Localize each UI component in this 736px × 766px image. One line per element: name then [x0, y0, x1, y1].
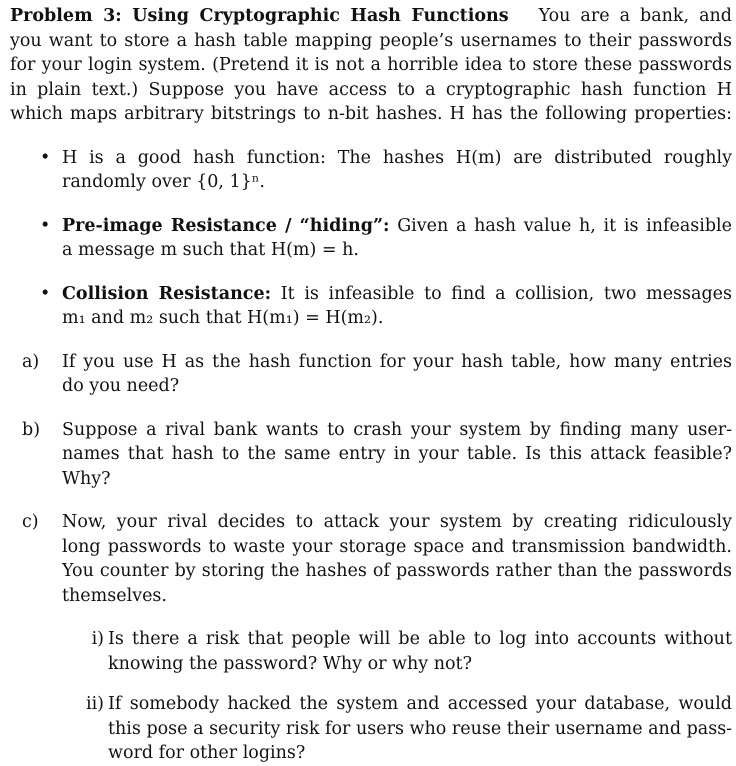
- property-line: [62, 214, 732, 239]
- property-bullet: [40, 146, 732, 195]
- intro-text: You are a bank, and: [538, 6, 732, 26]
- intro-line: for your login system. (Pretend it is not a horrible idea to store these passwords: [10, 55, 732, 75]
- bullet-icon: •: [40, 147, 51, 168]
- property-line: randomly over {0, 1}ⁿ.: [62, 172, 265, 192]
- property-line: m₁ and m₂ such that H(m₁) = H(m₂).: [62, 308, 384, 328]
- question-line: If you use H as the hash function for your hash table, how many entries: [62, 351, 732, 372]
- property-lead: Collision Resistance:: [62, 283, 272, 304]
- question-line: do you need?: [62, 376, 180, 396]
- question-c: [22, 510, 732, 608]
- subquestion-line: knowing the password? Why or why not?: [108, 653, 472, 674]
- subquestion-line: Is there a risk that people will be able to log into accounts without: [108, 629, 732, 649]
- question-line: long passwords to waste your storage space and transmission bandwidth.: [62, 536, 732, 557]
- question-a: [22, 350, 732, 399]
- subquestion-ii: [85, 692, 733, 766]
- bullet-icon: •: [40, 283, 51, 304]
- subquestion-label: ii): [85, 694, 104, 714]
- bullet-icon: •: [40, 215, 51, 236]
- document-page: [10, 4, 732, 766]
- intro-line: which maps arbitrary bitstrings to n-bit hashes. H has the following properties:: [10, 104, 732, 124]
- intro-paragraph: [10, 4, 732, 127]
- property-bullet: [40, 282, 732, 331]
- question-b: [22, 418, 732, 492]
- question-line: Suppose a rival bank wants to crash your system by finding many user-: [62, 419, 732, 440]
- question-label: c): [22, 512, 39, 532]
- property-text: Given a hash value h, it is infeasible: [397, 215, 732, 236]
- question-line: Now, your rival decides to attack your system by creating ridiculously: [62, 512, 732, 532]
- property-line: a message m such that H(m) = h.: [62, 240, 359, 260]
- subquestion-line: this pose a security risk for users who reuse their username and pass-: [108, 718, 733, 739]
- property-lead: Pre-image Resistance / “hiding”:: [62, 215, 390, 236]
- question-label: a): [22, 351, 40, 372]
- question-line: You counter by storing the hashes of passwords rather than the passwords: [62, 561, 732, 581]
- intro-line: in plain text.) Suppose you have access to a cryptographic hash function H: [10, 79, 732, 100]
- intro-line: you want to store a hash table mapping people’s usernames to their passwords: [10, 30, 732, 51]
- question-label: b): [22, 419, 41, 440]
- property-bullet: [40, 214, 732, 263]
- property-text: It is infeasible to find a collision, two messages: [280, 283, 732, 304]
- property-line: [62, 282, 732, 307]
- problem-title: Problem 3: Using Cryptographic Hash Functions: [10, 6, 509, 26]
- question-line: Why?: [62, 468, 111, 489]
- question-line: names that hash to the same entry in your table. Is this attack feasible?: [62, 444, 732, 464]
- subquestion-line: If somebody hacked the system and accessed your database, would: [108, 694, 732, 714]
- question-line: themselves.: [62, 585, 167, 606]
- subquestion-line: word for other logins?: [108, 743, 306, 763]
- intro-line: [10, 4, 732, 29]
- subquestion-label: i): [91, 629, 104, 649]
- subquestion-i: [91, 627, 732, 676]
- property-line: H is a good hash function: The hashes H(m) are distributed roughly: [62, 147, 732, 168]
